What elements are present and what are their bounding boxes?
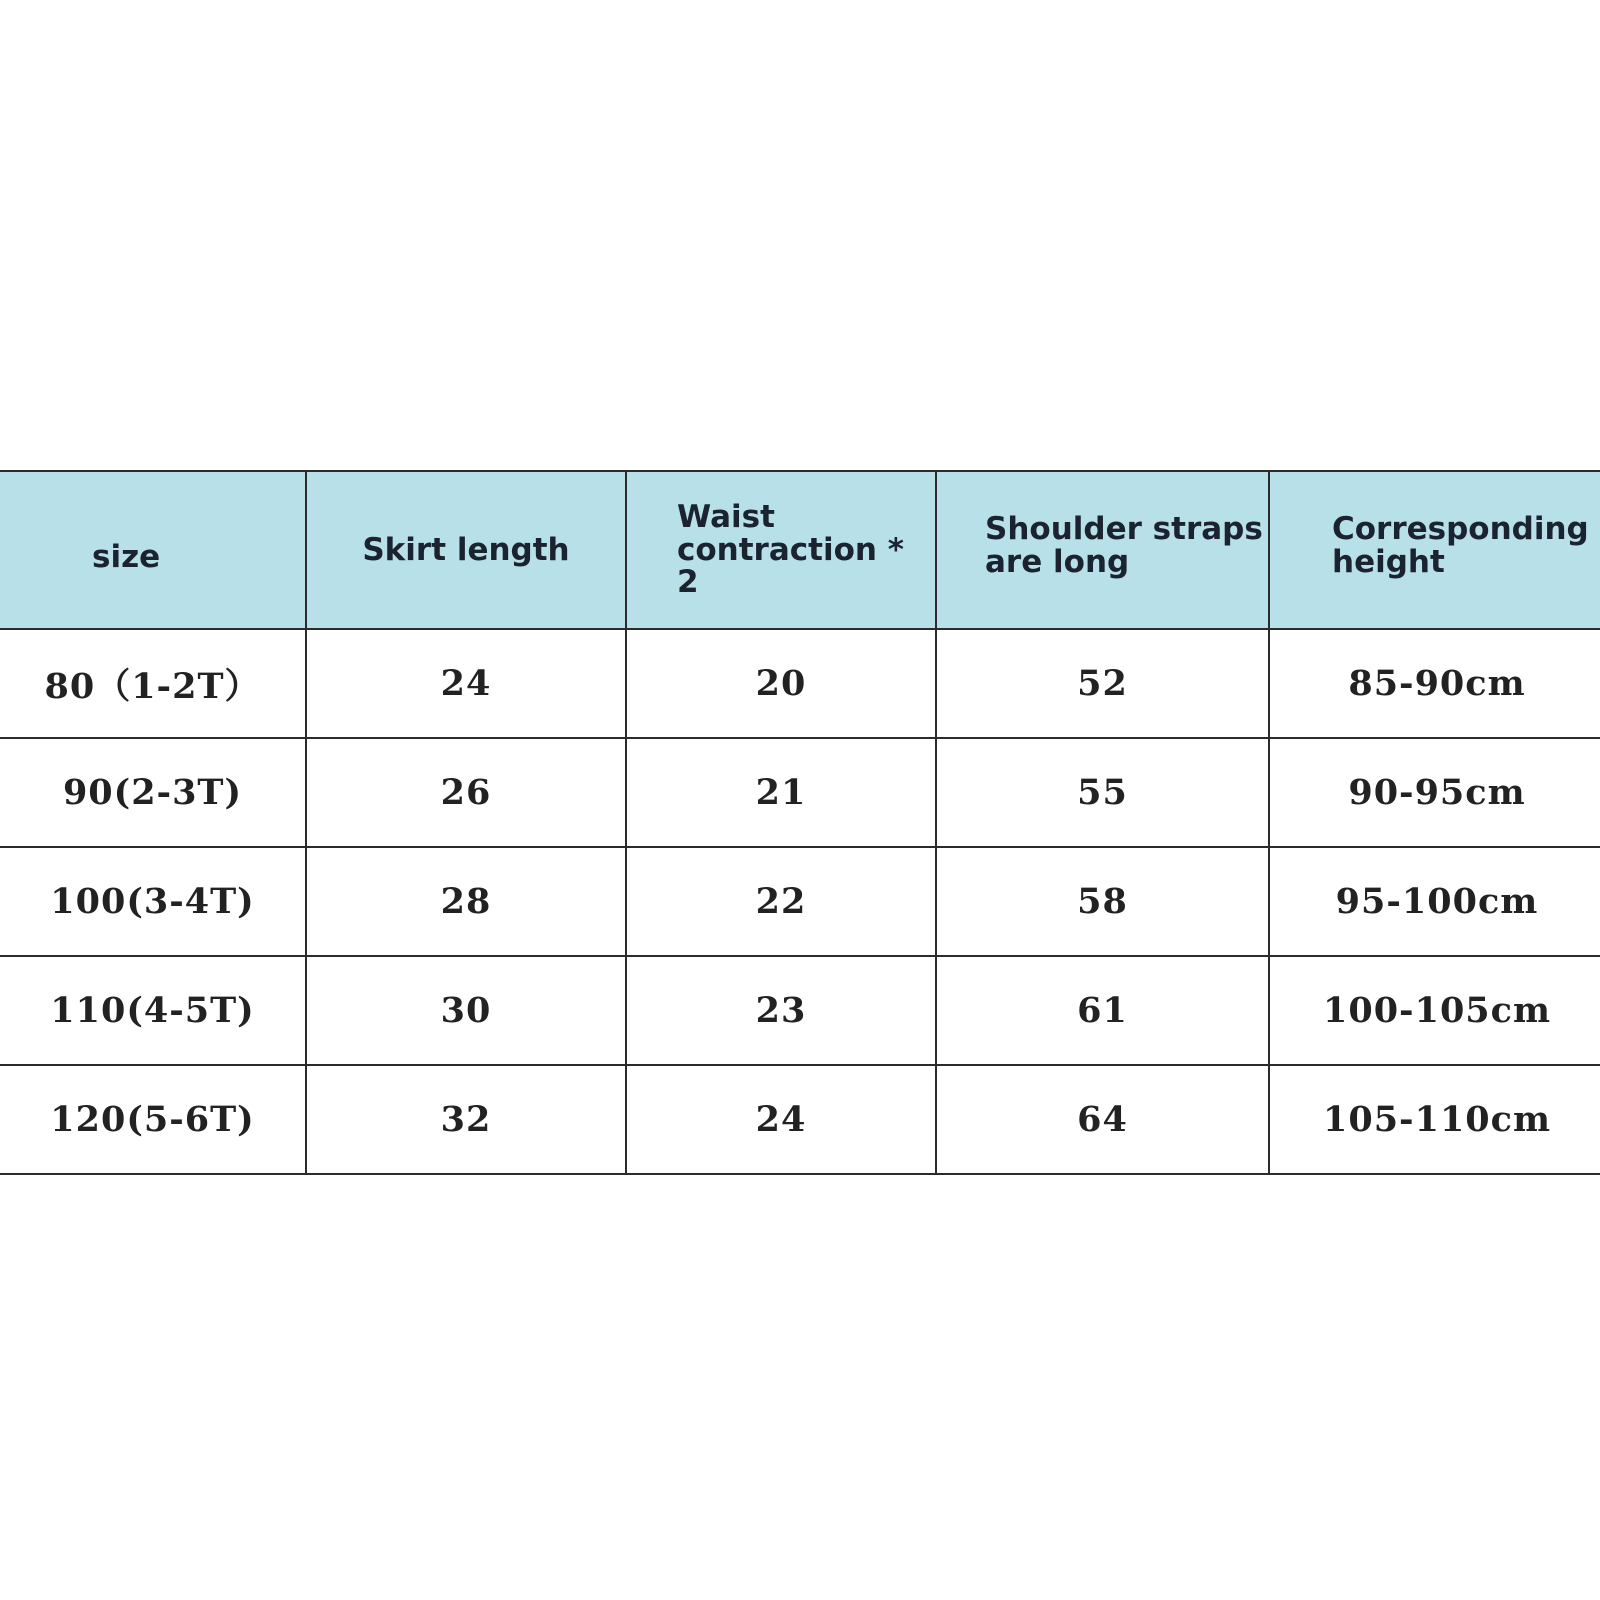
table-row [0,629,1600,738]
header-waist-line2: contraction * 2 [677,531,904,601]
table-row [0,956,1600,1065]
table-body [0,629,1600,1174]
cell-size: 100(3-4T) [0,847,306,956]
header-height-line1: Corresponding [1332,511,1589,548]
header-row [0,471,1600,629]
header-waist-line1: Waist [677,499,775,536]
header-size [0,471,306,629]
header-corresponding-height [1269,471,1600,629]
cell-height: 95-100cm [1269,847,1600,956]
cell-skirt-length: 32 [306,1065,626,1174]
table-header [0,471,1600,629]
header-skirt-length [306,471,626,629]
cell-height: 105-110cm [1269,1065,1600,1174]
table-row [0,1065,1600,1174]
cell-height: 85-90cm [1269,629,1600,738]
cell-shoulder-straps: 52 [936,629,1269,738]
size-chart-table [0,470,1600,1175]
header-shoulder-line1: Shoulder straps [985,511,1263,548]
cell-waist: 22 [626,847,936,956]
header-skirt-length-label: Skirt length [362,531,570,568]
header-height-line2: height [1332,544,1445,580]
header-waist [626,471,936,629]
cell-size: 90(2-3T) [0,738,306,847]
cell-size: 120(5-6T) [0,1065,306,1174]
header-shoulder-straps [936,471,1269,629]
cell-skirt-length: 26 [306,738,626,847]
cell-skirt-length: 28 [306,847,626,956]
cell-height: 100-105cm [1269,956,1600,1065]
cell-shoulder-straps: 64 [936,1065,1269,1174]
cell-waist: 24 [626,1065,936,1174]
cell-shoulder-straps: 61 [936,956,1269,1065]
cell-height: 90-95cm [1269,738,1600,847]
cell-shoulder-straps: 58 [936,847,1269,956]
cell-skirt-length: 24 [306,629,626,738]
table-row [0,738,1600,847]
cell-size: 80（1-2T） [0,629,306,738]
cell-size: 110(4-5T) [0,956,306,1065]
header-shoulder-line2: are long [985,544,1130,580]
cell-waist: 20 [626,629,936,738]
header-size-label: size [92,538,161,575]
cell-waist: 23 [626,956,936,1065]
cell-skirt-length: 30 [306,956,626,1065]
cell-shoulder-straps: 55 [936,738,1269,847]
cell-waist: 21 [626,738,936,847]
table-row [0,847,1600,956]
